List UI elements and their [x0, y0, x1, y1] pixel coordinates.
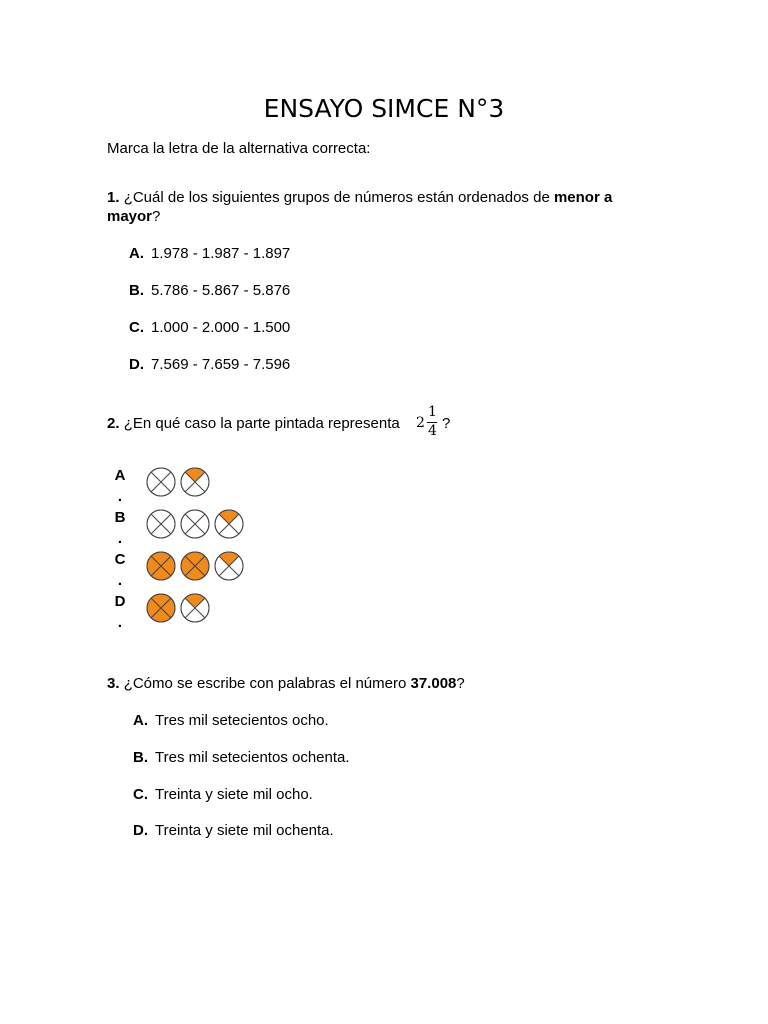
option-dot: . — [117, 530, 123, 547]
question-3-option-b[interactable] — [133, 749, 350, 766]
question-2-number: 2. — [107, 415, 120, 432]
fraction-circle — [215, 552, 243, 580]
fraction-denominator: 4 — [428, 423, 437, 439]
question-2-option-a-letter[interactable] — [113, 465, 127, 507]
option-dot: . — [117, 614, 123, 631]
fraction-whole: 2 — [416, 415, 425, 431]
option-text: 1.000 - 2.000 - 1.500 — [151, 319, 291, 336]
fraction-circle — [215, 510, 243, 538]
question-1-number: 1. — [107, 189, 120, 206]
fraction-circle — [181, 510, 209, 538]
option-letter: C. — [133, 786, 148, 803]
question-2-question-mark: ? — [442, 415, 451, 432]
fraction-numerator: 1 — [428, 404, 437, 420]
fraction-circle — [181, 594, 209, 622]
option-text: 7.569 - 7.659 - 7.596 — [151, 356, 291, 373]
question-1-emphasis-2: mayor — [107, 208, 153, 225]
option-letter: B. — [129, 282, 144, 299]
question-1-text: ¿Cuál de los siguientes grupos de números están ordenados de — [123, 189, 550, 206]
fraction-circle — [181, 468, 209, 496]
page-title: ENSAYO SIMCE N°3 — [263, 94, 505, 123]
question-1-option-d[interactable] — [129, 356, 290, 373]
option-text: 5.786 - 5.867 - 5.876 — [151, 282, 291, 299]
instructions: Marca la letra de la alternativa correcta: — [107, 140, 371, 157]
option-letter: B — [114, 509, 126, 526]
fraction-circles-figure — [140, 460, 260, 635]
question-2-option-b-letter[interactable] — [113, 507, 127, 549]
question-1-line-2 — [107, 208, 160, 225]
question-2-option-c-letter[interactable] — [113, 549, 127, 591]
option-dot: . — [117, 488, 123, 505]
question-2-option-d-letter[interactable] — [113, 591, 127, 633]
option-letter: A — [114, 467, 126, 484]
fraction-circle — [147, 510, 175, 538]
question-2-line — [107, 415, 400, 432]
option-letter: A. — [129, 245, 144, 262]
question-3-line — [107, 675, 465, 692]
fraction-circle — [147, 468, 175, 496]
question-3-number-value: 37.008 — [410, 675, 457, 692]
question-3-option-a[interactable] — [133, 712, 329, 729]
question-3-text: ¿Cómo se escribe con palabras el número — [123, 675, 407, 692]
question-3-option-c[interactable] — [133, 786, 313, 803]
option-dot: . — [117, 572, 123, 589]
option-letter: D — [114, 593, 126, 610]
question-3-question-mark: ? — [456, 675, 465, 692]
option-letter: B. — [133, 749, 148, 766]
question-2-text: ¿En qué caso la parte pintada representa — [123, 415, 400, 432]
question-1-line-1 — [107, 189, 612, 206]
option-text: Tres mil setecientos ochenta. — [155, 749, 350, 766]
option-text: Tres mil setecientos ocho. — [155, 712, 329, 729]
option-text: Treinta y siete mil ocho. — [155, 786, 313, 803]
question-1-option-b[interactable] — [129, 282, 290, 299]
question-3-number: 3. — [107, 675, 120, 692]
option-letter: C — [114, 551, 126, 568]
question-1-emphasis: menor a — [553, 189, 613, 206]
question-3-option-d[interactable] — [133, 822, 334, 839]
option-letter: C. — [129, 319, 144, 336]
fraction-circle — [147, 594, 175, 622]
question-1-option-c[interactable] — [129, 319, 290, 336]
question-1-question-mark: ? — [152, 208, 161, 225]
option-text: 1.978 - 1.987 - 1.897 — [151, 245, 291, 262]
fraction-circle — [147, 552, 175, 580]
option-text: Treinta y siete mil ochenta. — [155, 822, 334, 839]
question-1-option-a[interactable] — [129, 245, 290, 262]
option-letter: A. — [133, 712, 148, 729]
option-letter: D. — [133, 822, 148, 839]
fraction-circle — [181, 552, 209, 580]
option-letter: D. — [129, 356, 144, 373]
